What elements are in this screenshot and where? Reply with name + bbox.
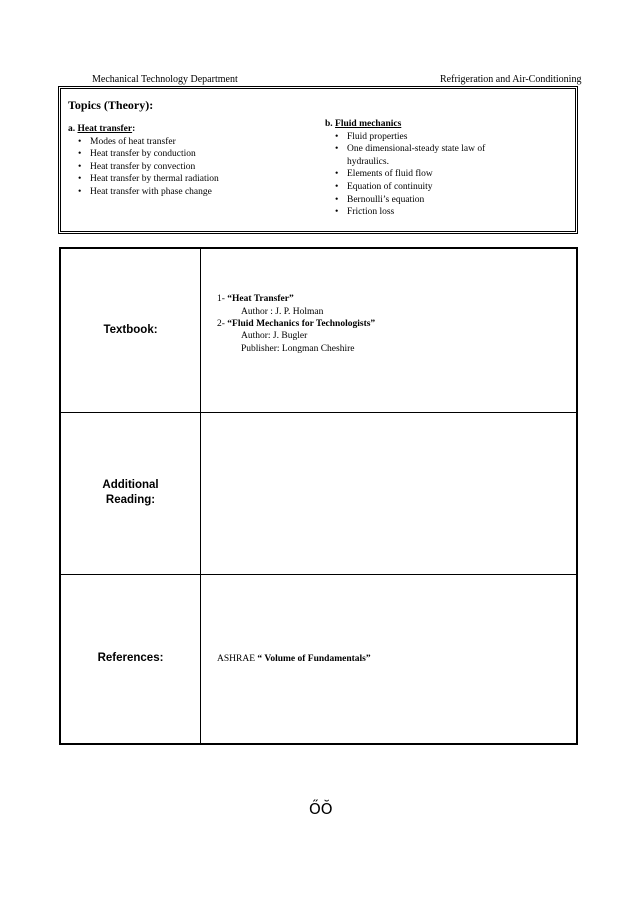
- header-course: Refrigeration and Air-Conditioning: [440, 74, 582, 85]
- bullet-icon: •: [78, 136, 82, 147]
- list-item: • Elements of fluid flow: [335, 169, 433, 180]
- topics-section-fluid-mechanics: [325, 118, 575, 219]
- textbook-content: [201, 248, 578, 412]
- bullet-icon: •: [335, 144, 339, 155]
- topics-title: Topics (Theory):: [68, 98, 154, 112]
- list-item: • Friction loss: [335, 207, 395, 218]
- bullet-icon: •: [78, 161, 82, 172]
- list-item-continuation: hydraulics.: [347, 156, 389, 167]
- additional-reading-content: [201, 412, 578, 574]
- list-item: • One dimensional-steady state law of: [335, 144, 486, 155]
- book-2-title-line: 2- “Fluid Mechanics for Technologists”: [217, 319, 376, 330]
- bullet-icon: •: [335, 194, 339, 205]
- book-2-author: Author: J. Bugler: [241, 331, 308, 342]
- references-content: ASHRAE “ Volume of Fundamentals”: [201, 574, 578, 744]
- bullet-icon: •: [78, 186, 82, 197]
- additional-reading-label: Additional Reading:: [60, 412, 201, 574]
- page-number-glyph: ŐŎ: [309, 800, 333, 818]
- list-item: • Heat transfer with phase change: [78, 186, 212, 197]
- book-2-publisher: Publisher: Longman Cheshire: [241, 343, 355, 354]
- list-item: • Bernoulli’s equation: [335, 194, 425, 205]
- table-row-textbook: [60, 248, 577, 412]
- section-b-list: [325, 131, 575, 219]
- section-a-title: a. Heat transfer:: [68, 124, 136, 134]
- list-item: • Equation of continuity: [335, 181, 433, 192]
- references-label: References:: [60, 574, 201, 744]
- topics-box: [60, 88, 576, 232]
- bullet-icon: •: [335, 131, 339, 142]
- list-item: • Modes of heat transfer: [78, 136, 176, 147]
- section-b-title: b. Fluid mechanics: [325, 119, 402, 129]
- bullet-icon: •: [78, 149, 82, 160]
- table-row-references: [60, 574, 577, 744]
- textbook-label: Textbook:: [60, 248, 201, 412]
- section-a-list: [68, 136, 318, 199]
- book-1-author: Author : J. P. Holman: [241, 306, 324, 317]
- bullet-icon: •: [335, 169, 339, 180]
- resources-table: [59, 247, 578, 745]
- header-department: Mechanical Technology Department: [92, 74, 238, 85]
- book-1-title-line: 1- “Heat Transfer”: [217, 294, 294, 305]
- list-item: • Fluid properties: [335, 131, 408, 142]
- topics-section-heat-transfer: [68, 123, 318, 199]
- bullet-icon: •: [78, 174, 82, 185]
- list-item: • Heat transfer by convection: [78, 161, 196, 172]
- list-item: • Heat transfer by conduction: [78, 149, 196, 160]
- bullet-icon: •: [335, 207, 339, 218]
- table-row-additional-reading: [60, 412, 577, 574]
- list-item: • Heat transfer by thermal radiation: [78, 174, 219, 185]
- bullet-icon: •: [335, 181, 339, 192]
